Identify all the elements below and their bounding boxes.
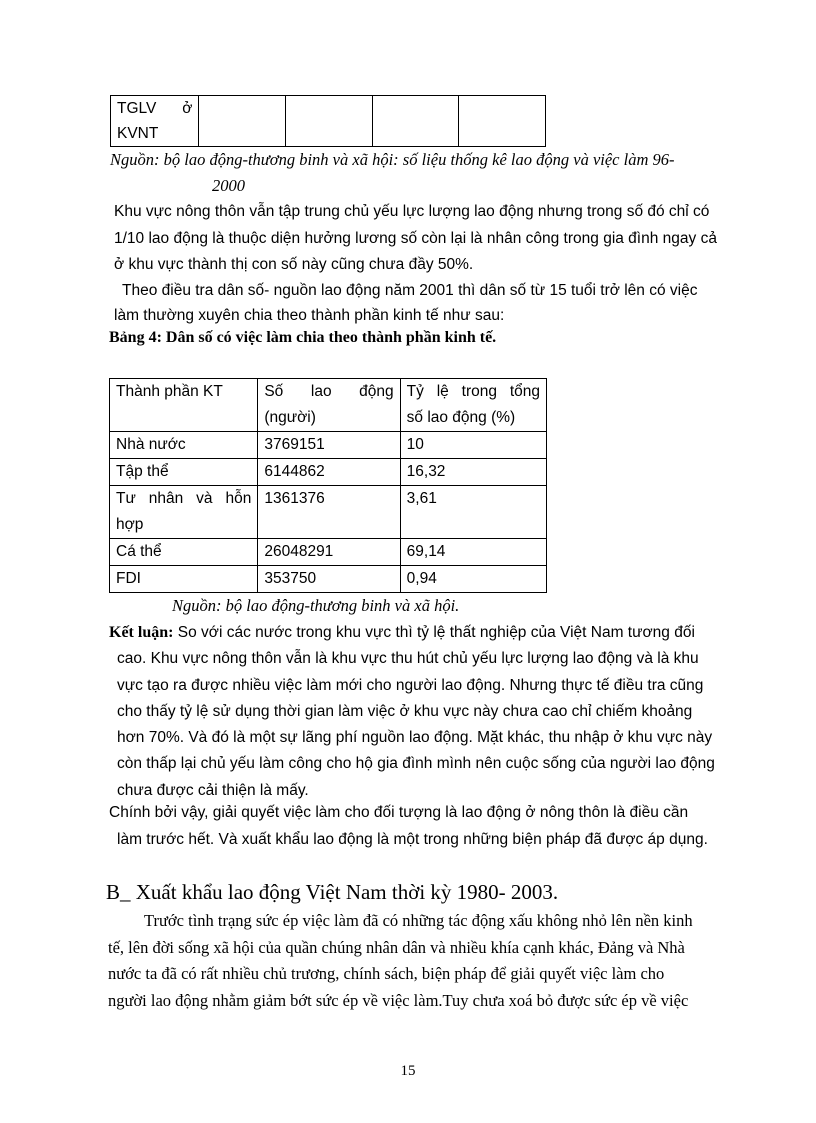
- workers-cell: 6144862: [258, 459, 400, 486]
- row-label-line: [117, 96, 192, 121]
- table-title: Bảng 4: Dân số có việc làm chia theo thành phần kinh tế.: [109, 329, 497, 346]
- table-header-cell: [400, 379, 546, 432]
- sector-cell: [110, 486, 258, 539]
- conclusion-label: Kết luận:: [109, 624, 174, 641]
- share-cell: 16,32: [400, 459, 546, 486]
- share-cell: 0,94: [400, 566, 546, 593]
- sector-cell: FDI: [110, 566, 258, 593]
- text-line: tế, lên đời sống xã hội của quần chúng nhân dân và nhiều khía cạnh khác, Đảng và Nhà: [108, 937, 685, 957]
- source-line: Nguồn: bộ lao động-thương binh và xã hội: số liệu thống kê lao động và việc làm 96-: [110, 150, 675, 169]
- text-line: ở khu vực thành thị con số này cũng chưa đầy 50%.: [114, 256, 474, 273]
- section-heading: B_ Xuất khẩu lao động Việt Nam thời kỳ 1980- 2003.: [106, 880, 559, 904]
- paragraph: [114, 199, 744, 279]
- text-line: vực tạo ra được nhiều việc làm mới cho người lao động. Nhưng thực tế điều tra cũng: [117, 676, 704, 694]
- table-cell: [199, 96, 286, 147]
- sector-cell: Nhà nước: [110, 432, 258, 459]
- text-line: làm thường xuyên chia theo thành phần kinh tế như sau:: [114, 307, 505, 324]
- text-line: Theo điều tra dân số- nguồn lao động năm 2001 thì dân số từ 15 tuổi trở lên có việc: [122, 282, 698, 299]
- conclusion-paragraph: [109, 620, 741, 804]
- workers-cell: 1361376: [258, 486, 400, 539]
- workers-cell: 3769151: [258, 432, 400, 459]
- text-line: chưa được cải thiện là mấy.: [117, 781, 309, 799]
- source-note: Nguồn: bộ lao động-thương binh và xã hội.: [172, 596, 460, 615]
- conclusion-text: So với các nước trong khu vực thì tỷ lệ thất nghiệp của Việt Nam tương đối: [177, 624, 695, 641]
- workers-cell: 353750: [258, 566, 400, 593]
- sector-cell: Tập thể: [110, 459, 258, 486]
- share-cell: 3,61: [400, 486, 546, 539]
- text-line: hơn 70%. Và đó là một sự lãng phí nguồn lao động. Mặt khác, thu nhập ở khu vực này: [117, 729, 713, 747]
- table-header-cell: [258, 379, 400, 432]
- paragraph: [108, 908, 741, 1014]
- share-cell: 69,14: [400, 539, 546, 566]
- table-row: [111, 96, 546, 147]
- table-cell: [459, 96, 546, 147]
- row-label-part: TGLV: [117, 100, 157, 117]
- text-line: 1/10 lao động là thuộc diện hưởng lương số còn lại là nhân công trong gia đình ngay cả: [114, 229, 717, 247]
- sector-cell: Cá thể: [110, 539, 258, 566]
- row-label-part: ở: [182, 100, 193, 117]
- text-line: còn thấp lại chủ yếu làm công cho hộ gia đình mình nên cuộc sống của người lao động: [117, 755, 715, 773]
- workers-cell: 26048291: [258, 539, 400, 566]
- table-header-row: [110, 379, 547, 432]
- table-row: [110, 486, 547, 539]
- share-cell: 10: [400, 432, 546, 459]
- header-text: (người): [264, 409, 316, 426]
- table-cell: [111, 96, 199, 147]
- table-cell: [372, 96, 459, 147]
- text-line: làm trước hết. Và xuất khẩu lao động là một trong những biện pháp đã được áp dụng.: [117, 830, 708, 848]
- top-table: [110, 95, 546, 147]
- table-cell: [286, 96, 373, 147]
- text-line: [109, 620, 741, 646]
- table-row: [110, 459, 547, 486]
- table-row: [110, 432, 547, 459]
- header-text: Thành phần KT: [116, 383, 223, 400]
- header-text: Số lao động: [264, 383, 394, 400]
- row-label-line: KVNT: [117, 125, 159, 142]
- header-text: số lao động (%): [406, 409, 516, 426]
- sector-text: hợp: [116, 516, 144, 533]
- text-line: nước ta đã có rất nhiều chủ trương, chính sách, biện pháp để giải quyết việc làm cho: [108, 964, 665, 983]
- employment-table: [109, 378, 547, 593]
- text-line: người lao động nhằm giảm bớt sức ép về việc làm.Tuy chưa xoá bỏ được sức ép về việc: [108, 990, 689, 1010]
- table-row: [110, 566, 547, 593]
- source-line: 2000: [212, 175, 245, 195]
- text-line: Trước tình trạng sức ép việc làm đã có những tác động xấu không nhỏ lên nền kinh: [144, 911, 693, 930]
- page-number: 15: [400, 1063, 416, 1079]
- text-line: cho thấy tỷ lệ sử dụng thời gian làm việc ở khu vực này chưa cao chỉ chiếm khoảng: [117, 702, 693, 720]
- text-line: Khu vực nông thôn vẫn tập trung chủ yếu lực lượng lao động nhưng trong số đó chỉ có: [114, 203, 710, 220]
- text-line: Chính bởi vậy, giải quyết việc làm cho đối tượng là lao động ở nông thôn là điều cần: [109, 804, 689, 821]
- header-text: Tỷ lệ trong tổng: [406, 383, 540, 400]
- source-note: [110, 147, 675, 199]
- sector-text: Tư nhân và hỗn: [116, 490, 252, 507]
- table-row: [110, 539, 547, 566]
- table-header-cell: [110, 379, 258, 432]
- paragraph: [114, 278, 744, 328]
- text-line: cao. Khu vực nông thôn vẫn là khu vực thu hút chủ yếu lực lượng lao động và là khu: [117, 650, 699, 668]
- paragraph: [109, 800, 741, 853]
